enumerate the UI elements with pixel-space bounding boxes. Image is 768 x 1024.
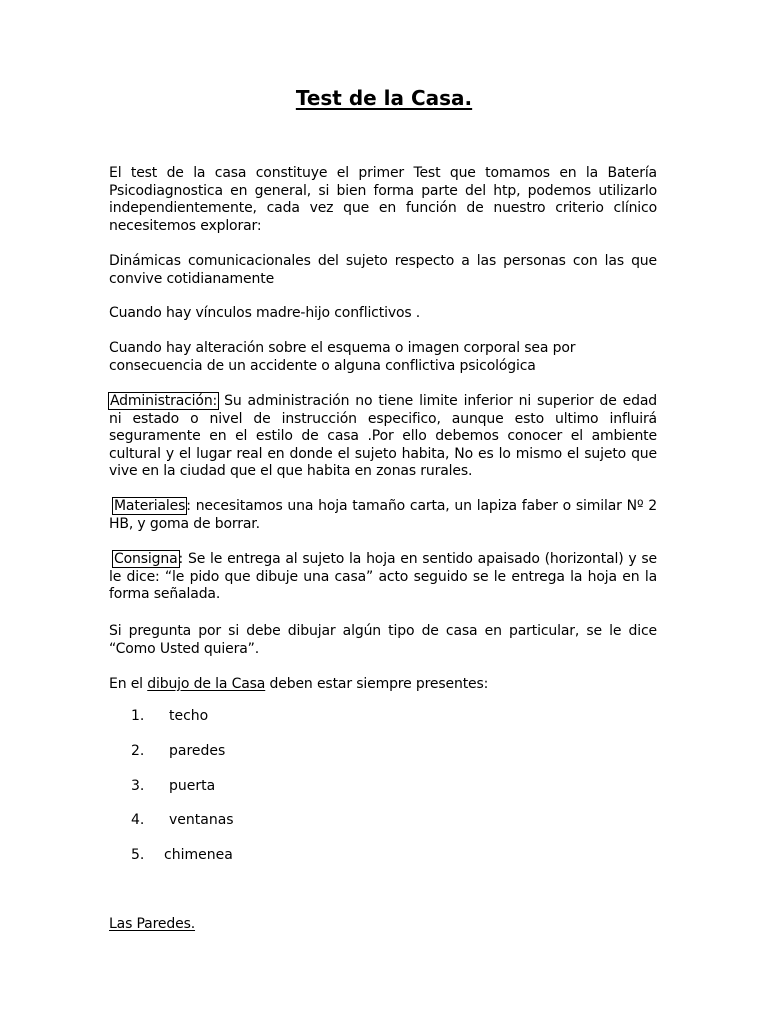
list-item-text: chimenea xyxy=(164,847,233,863)
consigna-text: : Se le entrega al sujeto la hoja en sentido apaisado (horizontal) y se le dice: “le pido que dibuje una casa” acto seguido se le entrega la hoja en la forma señalada. xyxy=(109,551,657,603)
administracion-text: Su administración no tiene limite inferior ni superior de edad ni estado o nivel de instrucción especifico, aunque esto ultimo influirá seguramente en el estilo de casa .Por ello debemos conocer el ambiente cultural y el lugar real en donde el sujeto habita, No es lo mismo el sujeto que vive en la ciudad que el que habita en zonas rurales. xyxy=(109,393,657,480)
consigna-paragraph xyxy=(109,551,657,604)
list-item-number: 1. xyxy=(131,708,145,724)
list-item-text: techo xyxy=(169,708,209,724)
list-item-number: 2. xyxy=(131,743,145,759)
list-item-text: paredes xyxy=(169,743,226,759)
dibujo-after: deben estar siempre presentes: xyxy=(265,676,489,692)
list-item-number: 3. xyxy=(131,778,145,794)
dibujo-before: En el xyxy=(109,676,148,692)
section-heading-paredes: Las Paredes. xyxy=(109,916,196,932)
dibujo-paragraph xyxy=(109,676,657,694)
pregunta-paragraph: Si pregunta por si debe dibujar algún tipo de casa en particular, se le dice “Como Usted quiera”. xyxy=(109,623,657,657)
dibujo-link: dibujo de la Casa xyxy=(147,676,266,692)
explore-item-mother-child: Cuando hay vínculos madre-hijo conflictivos . xyxy=(109,305,421,321)
list-item-number: 5. xyxy=(131,847,145,863)
consigna-label: Consigna xyxy=(114,551,178,567)
intro-paragraph: El test de la casa constituye el primer Test que tomamos en la Batería Psicodiagnostica en general, si bien forma parte del htp, podemos utilizarlo independientemente, cada vez que en función de nuestro criterio clínico necesitemos explorar: xyxy=(109,165,657,234)
list-item-text: ventanas xyxy=(169,812,234,828)
explore-item-communication: Dinámicas comunicacionales del sujeto respecto a las personas con las que convive cotidianamente xyxy=(109,253,657,287)
administracion-paragraph xyxy=(109,393,657,481)
materiales-paragraph xyxy=(109,498,657,533)
list-item-text: puerta xyxy=(169,778,216,794)
list-item-number: 4. xyxy=(131,812,145,828)
document-title: Test de la Casa. xyxy=(295,86,473,110)
administracion-label: Administración: xyxy=(110,393,218,409)
explore-item-body-image: Cuando hay alteración sobre el esquema o imagen corporal sea por consecuencia de un accidente o alguna conflictiva psicológica xyxy=(109,340,576,374)
materiales-text: : necesitamos una hoja tamaño carta, un lapiza faber o similar Nº 2 HB, y goma de borrar. xyxy=(109,498,657,532)
materiales-label: Materiales xyxy=(114,498,186,514)
